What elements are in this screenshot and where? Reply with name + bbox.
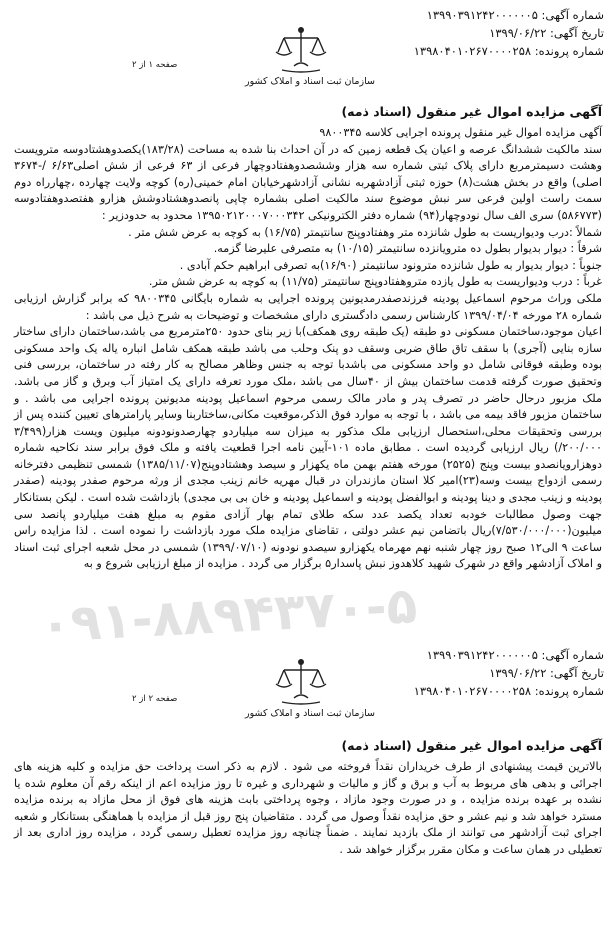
ad-date-value: ۱۳۹۹/۰۶/۲۲: [489, 26, 547, 40]
case-number-value: ۱۳۹۸۰۴۰۱۰۲۶۷۰۰۰۰۲۵۸: [413, 44, 532, 58]
page-indicator: صفحه ۱ از ۲: [132, 60, 178, 70]
page-indicator: صفحه ۲ از ۲: [132, 694, 178, 704]
case-number-line: [414, 682, 604, 700]
notice-meta: [414, 6, 604, 60]
notice-paragraph: اعیان موجود،ساختمان مسکونی دو طبقه (یک طبقه روی همکف)با زیر بنای حدود ۲۵۰مترمربع می باشد،ساختمان دارای ساختار سازه بنایی (آجری) با سقف تاق طاق ضربی وسقف دو پنک وحلب می باشد طبقه همکف شامل انباره یاله یک واحد مسکونی بوده وطبقه فوقانی شامل دو واحد مسکونی می باشدبا توجه به جنس وظاهر مصالح به کار رفته در ساختمان، بررسی فنی وتحقیق صورت گرفته قدمت ساختمان بیش از ۴۰سال می باشد ،ملک مورد تعرفه دارای یک امتیاز آب وبرق و گاز می باشد. ملک مزبور درحال حاضر در تصرف پدر و مادر مالک رسمی مرحوم اسماعیل پودینه مدیونین پرونده اجرایی می باشد . و ساختمان مزبور فاقد بیمه می باشد ، با توجه به موارد فوق الذکر،موقعیت مکانی،ساختاربنا وسایر پارامترهای تعیین کننده پس از بررسی وتحقیقات محلی،استحصال ارزیابی ملک مذکور به میزان سه میلیاردو چهارصدونودونه میلیون ویست هزار(۳/۴۹۹ ۲۰۰/۰۰۰/) ریال ارزیابی گردیده است . مطابق ماده ۱۰۱-آیین نامه اجرا قطعیت یافته و ملک فوق برابر سند نکاحیه شماره دوهزارویانصدو بیست وپنج (۲۵۲۵) مورخه هفتم بهمن ماه یکهزار و سیصد وهشتادوپنج(۱۳۸۵/۱۱/۰۷) شمسی تنظیمی دفترخانه رسمی ازدواج بیست وسه(۲۳)امیر کلا استان مازندران در قبال مهریه خانم زینب مجدی از ورثه مرحوم صفدر پودینه (صفدر پودینه و زینب مجدی و دینا پودینه و ابوالفضل پودینه و اسماعیل پودینه و خان بی بی مجدی) بازداشت شده است . لیکن بستانکار جهت وصول مطالبات خودبه تعداد یکصد عدد سکه طلای تمام بهار آزادی مقوم به مبلغ هفت میلیاردو پانصد سی میلیون(۷/۵۳۰/۰۰۰/۰۰۰)ریال باتضامن نیم عشر دولتی ، تقاضای مزایده ملک مورد بازداشت را نموده است . لذا مزایده راس ساعت ۹ الی۱۲ صبح روز چهار شنبه نهم مهرماه یکهزارو سیصدو نودونه (۱۳۹۹/۰۷/۱۰) شمسی در محل شعبه اجرای ثبت اسناد و املاک آزادشهر واقع در شهرک شهید کلاهدوز نبش پاسدار۵ برگزار می گردد . مزایده از مبلغ ارزیابی شروع و به: [14, 325, 603, 571]
ad-date-line: [414, 24, 604, 42]
ad-number-line: [414, 6, 604, 24]
notice-body: [14, 759, 602, 859]
ad-date-label: تاریخ آگهی:: [550, 666, 604, 680]
notice-body: [14, 125, 602, 573]
notice-paragraph: سند مالکیت ششدانگ عرصه و اعیان یک قطعه زمین که در آن احداث بنا شده به مساحت (۱۸۳/۲۸)یکصدوهشتادوسه مترویست وهشت دسیمترمربع دارای پلاک ثبتی شماره سه هزار وششصدوهفتادوچهار فرعی از ۶۳ فرعی از شش اصلی۶/۶۳ /-۳۶۷۴ اصلی) واقع در بخش هشت(۸) حوزه ثبتی آزادشهربه نشانی آزادشهرخیابان امام خمینی(ره) کوچه ولایت چهارده ،چهارراه دوم سمت راست اولین فرعی سر نبش موضوع سند مالکیت اصلی بشماره چاپی پانصدوهشتادوشش هزارو هفتصدوهفتادوسه (۵۸۶۷۷۳) سری الف سال نودوچهار(۹۴) شماره دفتر الکترونیکی ۱۳۹۵۰۲۱۲۰۰۰۷۰۰۰۳۴۲ محدود به حدودزیر :: [14, 142, 602, 222]
ad-number-line: [414, 646, 604, 664]
notice-page-2: [0, 642, 614, 934]
ad-date-line: [414, 664, 604, 682]
judiciary-emblem-icon: [272, 24, 330, 74]
notice-paragraph: غرباً : درب ودیواریست به طول یازده متروهفتادوپنج سانتیمتر (۱۱/۷۵) به کوچه به عرض شش متر.: [148, 275, 602, 289]
case-number-label: شماره پرونده:: [534, 684, 604, 698]
case-number-line: [414, 42, 604, 60]
notice-paragraph: شمالاً :درب ودیواریست به طول شانزده متر وهفتادوپنج سانتیمتر (۱۶/۷۵) به کوچه به عرض شش متر .: [128, 225, 602, 239]
case-number-label: شماره پرونده:: [534, 44, 604, 58]
judiciary-emblem-icon: [272, 656, 330, 706]
org-name: سازمان ثبت اسناد و املاک کشور: [245, 76, 375, 87]
notice-meta: [414, 646, 604, 700]
ad-number-value: ۱۳۹۹۰۳۹۱۲۴۲۰۰۰۰۰۰۵: [426, 8, 538, 22]
case-number-value: ۱۳۹۸۰۴۰۱۰۲۶۷۰۰۰۰۲۵۸: [413, 684, 532, 698]
ad-number-label: شماره آگهی:: [541, 8, 604, 22]
ad-number-label: شماره آگهی:: [541, 648, 604, 662]
notice-paragraph: آگهی مزایده اموال غیر منقول پرونده اجرایی کلاسه ۹۸۰۰۳۴۵: [319, 126, 602, 139]
notice-paragraph: شرقاً : دیوار بدیوار بطول ده مترویانزده سانتیمتر (۱۰/۱۵) به متصرفی علیرضا گزمه.: [213, 242, 602, 256]
ad-date-label: تاریخ آگهی:: [550, 26, 604, 40]
phone-watermark: ۰۹۱-۸۸۹۴۳۷۰-۵: [38, 576, 419, 654]
notice-title: آگهی مزایده اموال غیر منقول (اسناد ذمه): [341, 738, 602, 753]
notice-title: آگهی مزایده اموال غیر منقول (اسناد ذمه): [341, 104, 602, 119]
ad-number-value: ۱۳۹۹۰۳۹۱۲۴۲۰۰۰۰۰۰۵: [426, 648, 538, 662]
org-name: سازمان ثبت اسناد و املاک کشور: [245, 708, 375, 719]
notice-paragraph: ملکی وراث مرحوم اسماعیل پودینه فرزندصفدرمدیونین پرونده اجرایی به شماره بایگانی ۹۸۰۰۳۴۵ که برابر گزارش ارزیابی شماره ۲۸ مورخه ۱۳۹۹/۰۴/۰۴ کارشناس رسمی دادگستری دارای مشخصات و توضیحات به شرح ذیل می باشد :: [14, 291, 602, 322]
notice-paragraph: بالاترین قیمت پیشنهادی از طرف خریداران نقداً فروخته می شود . لازم به ذکر است پرداخت حق مزایده و کلیه هزینه های اجرائی و بدهی های مربوط به آب و برق و گاز و مالیات و شهرداری و غیره تا روز مزایده اعم از اینکه رقم آن معلوم شده یا نشده بر عهده برنده مزایده ، و در صورت وجود مازاد ، وجوه پرداختی بابت هزینه های فوق از محل مازاد به برنده مزایده مسترد خواهد شد و نیم عشر و حق مزایده نقداً وصول می گردد . متقاضیان پنج روز قبل از مزایده با هماهنگی بستانکار و شعبه اجرای ثبت آزادشهر می توانند از ملک بازدید نمایند . ضمناً چنانچه روز مزایده تعطیل رسمی گردد ، مزایده روز اداری بعد از تعطیلی در همان ساعت و مکان مقرر برگزار خواهد شد .: [14, 760, 602, 856]
notice-paragraph: جنوباً : دیوار بدیوار به طول شانزده مترونود سانتیمتر (۱۶/۹۰)به تصرفی ابراهیم حکم آبادی .: [179, 258, 602, 272]
ad-date-value: ۱۳۹۹/۰۶/۲۲: [489, 666, 547, 680]
